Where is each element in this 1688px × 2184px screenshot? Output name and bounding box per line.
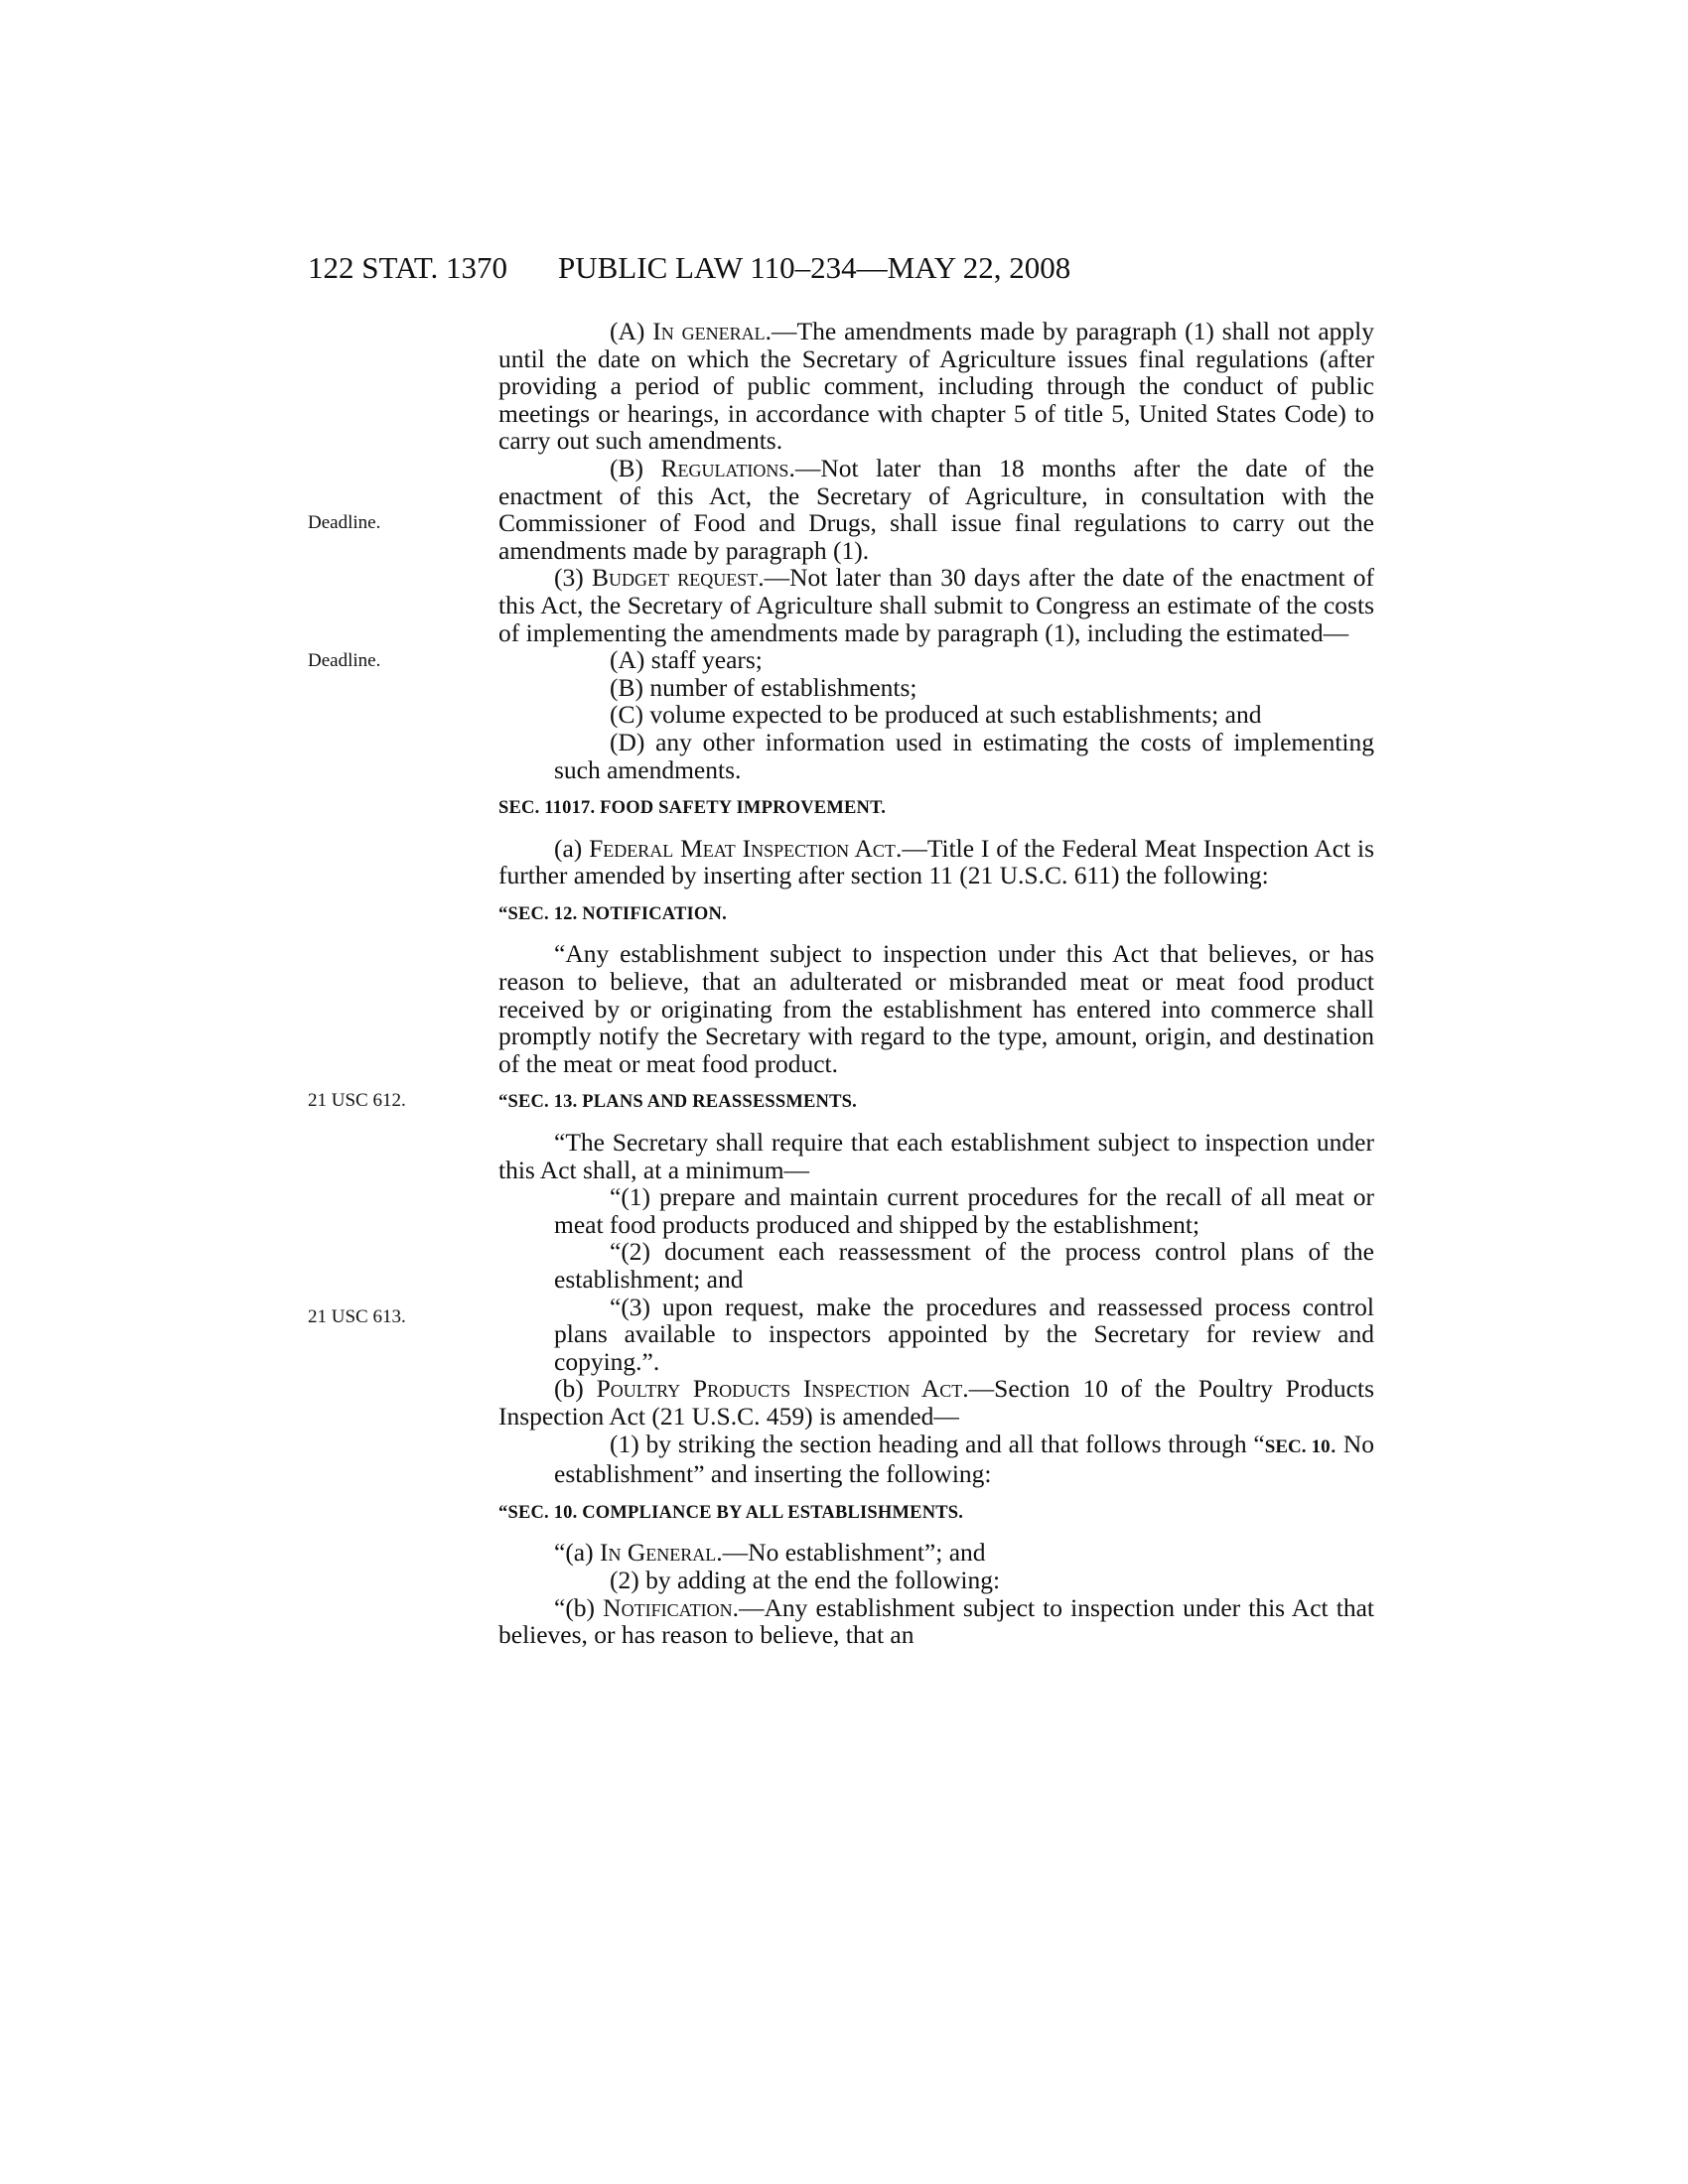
paragraph: (3) Budget request.—Not later than 30 days after the date of the enactment of this Act, the Secretary of Agriculture shall submit to Congress an estimate of the costs of implementing the amendments made by paragraph (1), including the estimated— [498,563,1375,647]
list-item: “(2) document each reassessment of the process control plans of the establishment; and [554,1237,1374,1294]
paragraph: (b) Poultry Products Inspection Act.—Section 10 of the Poultry Products Inspection Act (21 U.S.C. 459) is amended— [498,1374,1374,1431]
margin-note-usc-613: 21 USC 613. [308,1306,406,1327]
list-item: (C) volume expected to be produced at such establishments; and [610,700,1262,730]
list-item: (2) by adding at the end the following: [610,1565,1001,1594]
paragraph: “Any establishment subject to inspection under this Act that believes, or has reason to believe, that an adulterated or misbranded meat or meat food product received by or originating from the establishment has entered into commerce shall promptly notify the Secretary with regard to the type, amount, origin, and destination of the meat or meat food product. [498,939,1374,1078]
margin-note-deadline: Deadline. [308,650,381,671]
list-item: “(3) upon request, make the procedures and reassessed process control plans available to inspectors appointed by the Secretary for review and copying.”. [554,1292,1374,1376]
list-item: (1) by striking the section heading and all that follows through “SEC. 10. No establishment” and inserting the following: [554,1429,1374,1489]
paragraph: (A) In general.—The amendments made by paragraph (1) shall not apply until the date on which the Secretary of Agriculture issues final regulations (after providing a period of public comment, including through the conduct of public meetings or hearings, in accordance with chapter 5 of title 5, United States Code) to carry out such amendments. [498,317,1374,456]
list-item: (D) any other information used in estimating the costs of implementing such amendments. [554,727,1374,784]
page-header [0,250,1688,290]
margin-note-deadline: Deadline. [308,512,381,533]
list-item: (B) number of establishments; [610,672,917,702]
section-heading: SEC. 11017. FOOD SAFETY IMPROVEMENT. [498,798,887,819]
running-title: PUBLIC LAW 110–234—MAY 22, 2008 [558,250,1071,285]
section-heading: “SEC. 12. NOTIFICATION. [498,903,727,924]
stat-reference: 122 STAT. 1370 [308,250,508,285]
list-item: (A) staff years; [610,645,763,675]
paragraph: “(b) Notification.—Any establishment subject to inspection under this Act that believes, or has reason to believe, that an [498,1592,1374,1650]
paragraph: (a) Federal Meat Inspection Act.—Title I of the Federal Meat Inspection Act is further amended by inserting after section 11 (21 U.S.C. 611) the following: [498,833,1374,890]
list-item: “(1) prepare and maintain current procedures for the recall of all meat or meat food products produced and shipped by the establishment; [554,1182,1374,1239]
margin-note-usc-612: 21 USC 612. [308,1090,406,1111]
section-heading: “SEC. 13. PLANS AND REASSESSMENTS. [498,1092,857,1113]
paragraph: “(a) In General.—No establishment”; and [554,1538,986,1568]
paragraph: (B) Regulations.—Not later than 18 months after the date of the enactment of this Act, the Secretary of Agriculture, in consultation with the Commissioner of Food and Drugs, shall issue final regulations to carry out the amendments made by paragraph (1). [498,453,1374,565]
section-heading: “SEC. 10. COMPLIANCE BY ALL ESTABLISHMENTS. [498,1502,964,1523]
paragraph: “The Secretary shall require that each establishment subject to inspection under this Act shall, at a minimum— [498,1128,1374,1184]
document-body [498,318,1374,1649]
